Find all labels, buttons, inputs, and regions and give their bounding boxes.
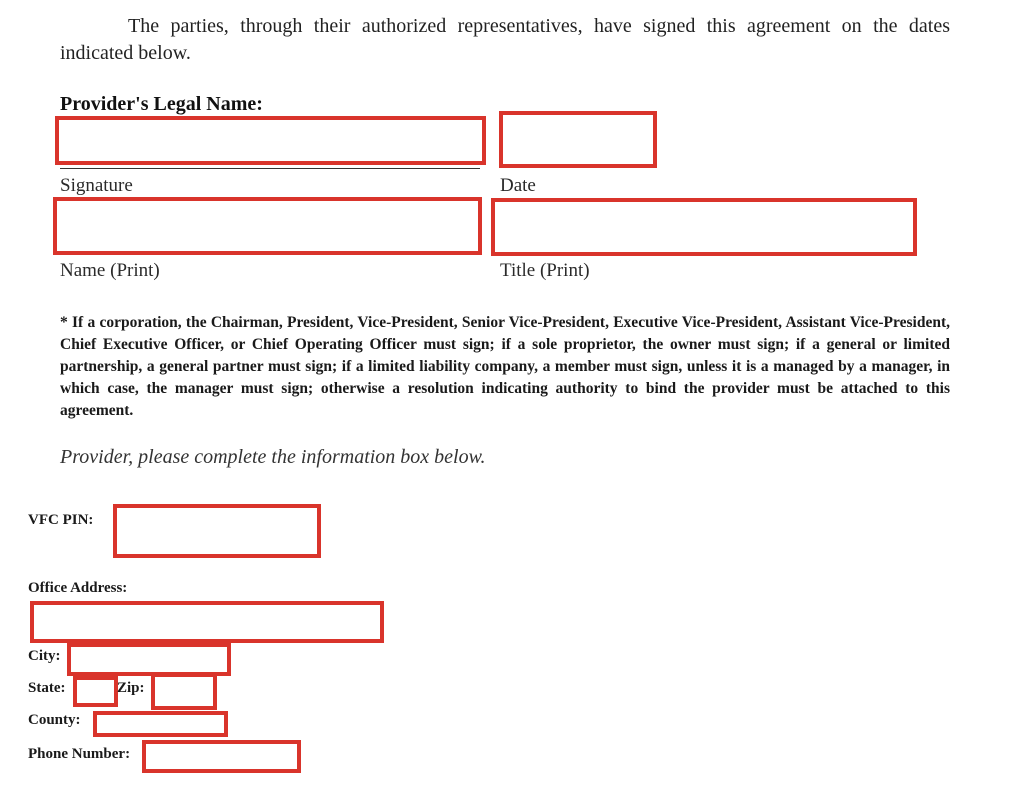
county-field[interactable] (93, 711, 228, 737)
signature-field[interactable] (55, 116, 486, 165)
signature-line (60, 168, 480, 169)
zip-label: Zip: (117, 680, 145, 696)
title-print-field[interactable] (491, 198, 917, 256)
office-address-label: Office Address: (28, 580, 128, 596)
title-print-label: Title (Print) (500, 260, 590, 281)
legal-name-heading: Provider's Legal Name: (60, 93, 263, 115)
name-print-field[interactable] (53, 197, 482, 255)
zip-field[interactable] (151, 673, 217, 710)
state-field[interactable] (73, 676, 118, 707)
state-label: State: (28, 680, 66, 696)
vfc-pin-field[interactable] (113, 504, 321, 558)
instruction-text: Provider, please complete the information box below. (60, 446, 486, 468)
city-label: City: (28, 648, 61, 664)
signature-label: Signature (60, 175, 133, 196)
phone-number-field[interactable] (142, 740, 301, 773)
vfc-pin-label: VFC PIN: (28, 512, 94, 528)
date-label: Date (500, 175, 536, 196)
office-address-field[interactable] (30, 601, 384, 643)
name-print-label: Name (Print) (60, 260, 160, 281)
phone-number-label: Phone Number: (28, 746, 131, 762)
city-field[interactable] (67, 643, 231, 676)
date-field[interactable] (499, 111, 657, 168)
intro-paragraph: The parties, through their authorized representatives, have signed this agreement on the dates indicated below. (60, 15, 950, 64)
authority-note: * If a corporation, the Chairman, President, Vice-President, Senior Vice-President, Executive Vice-President, Assistant Vice-President, Chief Executive Officer, or Chief Operating Officer must sign; if a sole proprietor, the owner must sign; if a general or limited partnership, a general partner must sign; if a limited liability company, a member must sign, unless it is a managed by a manager, in which case, the manager must sign; otherwise a resolution indicating authority to bind the provider must be attached to this agreement. (60, 314, 950, 419)
county-label: County: (28, 712, 81, 728)
